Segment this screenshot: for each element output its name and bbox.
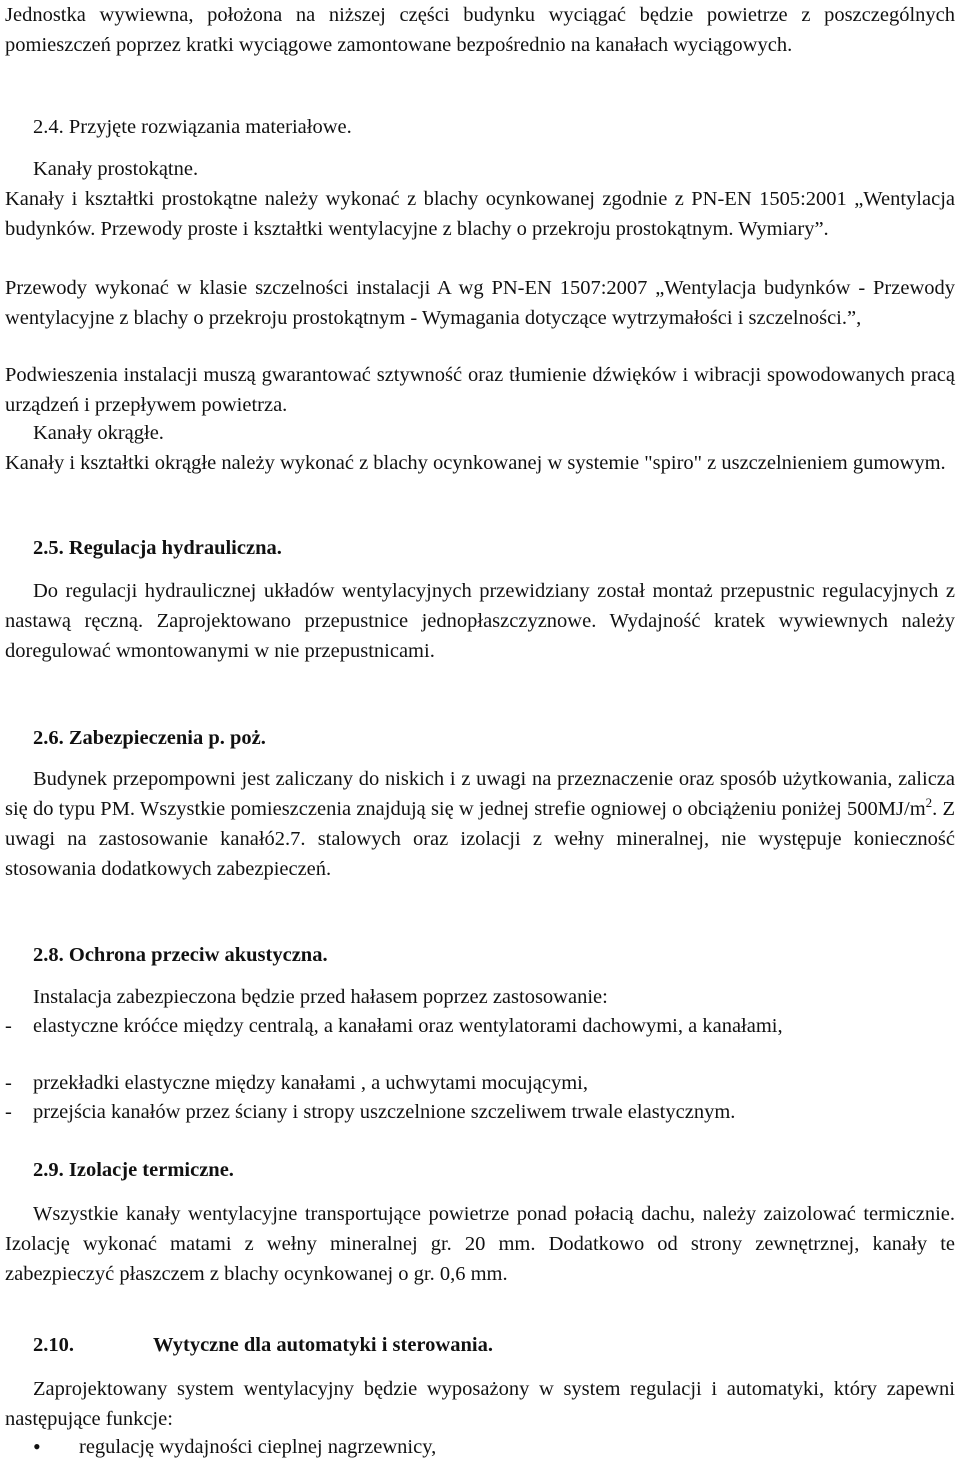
fire-text-a: Budynek przepompowni jest zaliczany do niskich i z uwagi na przeznaczenie oraz sposób użytkowania, zalicza się do typu PM. Wszystkie pomieszczenia znajdują się w jednej strefie ogniowej o obciążeniu poniżej 500MJ/m (5, 768, 955, 820)
heading-2-6: 2.6. Zabezpieczenia p. poż. (33, 727, 266, 749)
bullet-item-text: regulację wydajności cieplnej nagrzewnicy, (79, 1436, 437, 1458)
list-item (5, 1011, 955, 1041)
list-item (5, 1068, 955, 1098)
heading-2-10-title: Wytyczne dla automatyki i sterowania. (153, 1334, 493, 1356)
list-item-text: elastyczne króćce między centralą, a kanałami oraz wentylatorami dachowymi, a kanałami, (33, 1015, 783, 1037)
paragraph-round-ducts: Kanały i kształtki okrągłe należy wykonać z blachy ocynkowanej w systemie "spiro" z uszczelnieniem gumowym. (5, 452, 946, 474)
list-item-text: przejścia kanałów przez ściany i stropy uszczelnione szczeliwem trwale elastycznym. (33, 1101, 736, 1123)
heading-2-8: 2.8. Ochrona przeciw akustyczna. (33, 944, 328, 966)
paragraph-thermal-insulation: Wszystkie kanały wentylacyjne transportujące powietrze ponad połacią dachu, należy zaizolować termicznie. Izolację wykonać matami z wełny mineralnej gr. 20 mm. Dodatkowo od strony zewnętrznej, kanały te zabezpieczyć płaszczem z blachy ocynkowanej o gr. 0,6 mm. (5, 1203, 955, 1285)
list-item-text: przekładki elastyczne między kanałami , a uchwytami mocującymi, (33, 1072, 588, 1094)
list-dash: - (5, 1072, 12, 1094)
list-dash: - (5, 1101, 12, 1123)
acoustic-intro: Instalacja zabezpieczona będzie przed hałasem poprzez zastosowanie: (33, 986, 608, 1008)
fire-text-b: . Z uwagi na zastosowanie kanałó2.7. stalowych oraz izolacji z wełny mineralnej, nie występuje konieczność stosowania dodatkowych zabezpieczeń. (5, 798, 955, 880)
list-dash: - (5, 1015, 12, 1037)
paragraph-suspensions: Podwieszenia instalacji muszą gwarantować sztywność oraz tłumienie dźwięków i wibracji spowodowanych pracą urządzeń i przepływem powietrza. (5, 364, 955, 416)
paragraph-automation: Zaprojektowany system wentylacyjny będzie wyposażony w system regulacji i automatyki, który zapewni następujące funkcje: (5, 1378, 955, 1430)
heading-2-10-number: 2.10. (33, 1334, 74, 1356)
paragraph-rect-ducts: Kanały i kształtki prostokątne należy wykonać z blachy ocynkowanej zgodnie z PN-EN 1505:2001 „Wentylacja budynków. Przewody proste i kształtki wentylacyjne z blachy o przekroju prostokątnym. Wymiary”. (5, 188, 955, 240)
paragraph-fire-protection (5, 764, 955, 884)
subheading-rect-ducts: Kanały prostokątne. (33, 158, 199, 180)
heading-2-9: 2.9. Izolacje termiczne. (33, 1159, 234, 1181)
subheading-round-ducts: Kanały okrągłe. (33, 422, 164, 444)
bullet-icon: • (33, 1434, 41, 1459)
list-item (5, 1097, 955, 1127)
paragraph-tightness-class: Przewody wykonać w klasie szczelności instalacji A wg PN-EN 1507:2007 „Wentylacja budynków - Przewody wentylacyjne z blachy o przekroju prostokątnym - Wymagania dotyczące wytrzymałości i szczelności.”, (5, 277, 955, 329)
heading-2-4: 2.4. Przyjęte rozwiązania materiałowe. (33, 116, 352, 138)
heading-2-5: 2.5. Regulacja hydrauliczna. (33, 537, 282, 559)
paragraph-hydraulic-regulation: Do regulacji hydraulicznej układów wentylacyjnych przewidziany został montaż przepustnic regulacyjnych z nastawą ręczną. Zaprojektowano przepustnice jednopłaszczyznowe. Wydajność kratek wywiewnych należy doregulować wmontowanymi w nie przepustnicami. (5, 580, 955, 662)
bullet-item (5, 1432, 955, 1462)
heading-2-10 (5, 1330, 955, 1360)
intro-paragraph: Jednostka wywiewna, położona na niższej części budynku wyciągać będzie powietrze z poszczególnych pomieszczeń poprzez kratki wyciągowe zamontowane bezpośrednio na kanałach wyciągowych. (5, 4, 955, 56)
fire-text-sup: 2 (925, 795, 933, 811)
